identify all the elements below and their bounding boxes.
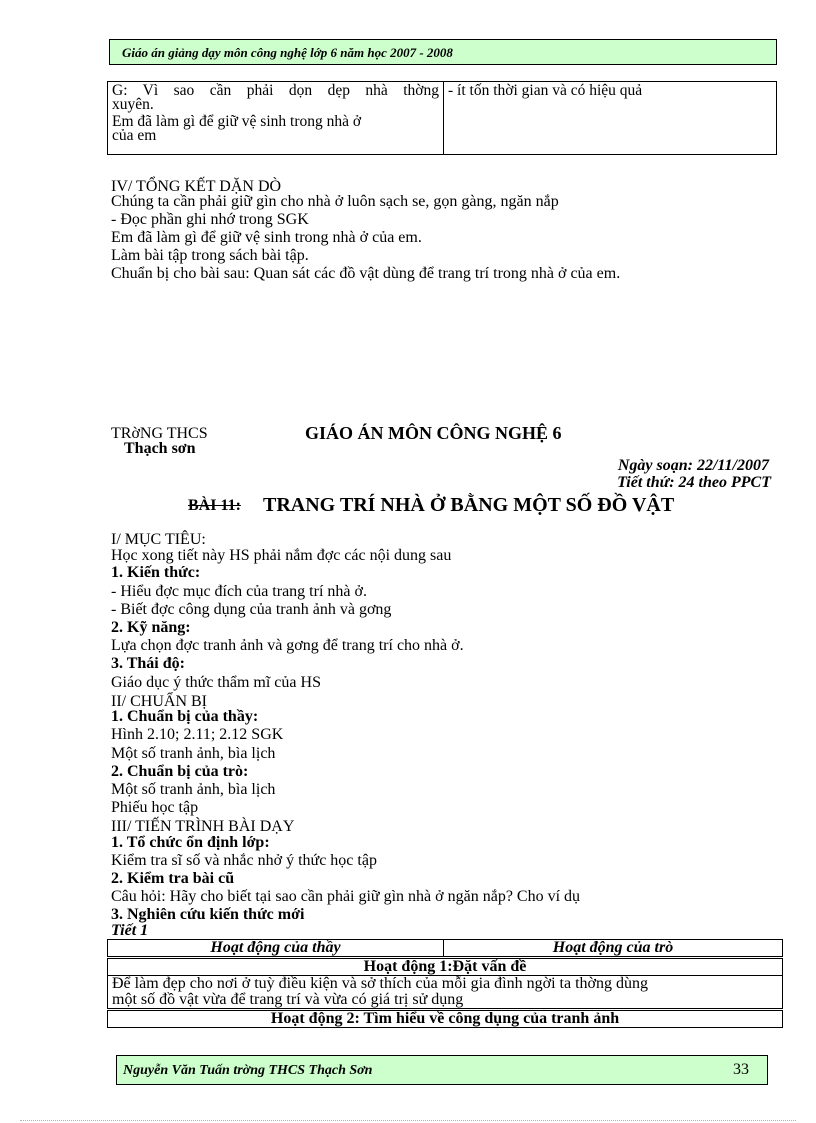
activity-2-title: Hoạt động 2: Tìm hiểu về công dụng của tranh ảnh (270, 1010, 620, 1027)
attitude-item: Giáo dục ý thức thẩm mĩ của HS (111, 674, 321, 691)
period-number: Tiết thứ: 24 theo PPCT (617, 474, 771, 491)
page-title: GIÁO ÁN MÔN CÔNG NGHỆ 6 (305, 423, 562, 443)
activity-2-title-cell (108, 1010, 783, 1028)
knowledge-heading: 1. Kiến thức: (111, 564, 201, 581)
teacher-prep-heading: 1. Chuẩn bị của thầy: (111, 708, 259, 725)
activity-1-line: Để làm đẹp cho nơi ở tuỳ điều kiện và sở thích của mỗi gia đình ngời ta thờng dùng (112, 975, 648, 992)
school-name: TRờNG THCS (111, 425, 208, 442)
header-bar (109, 39, 777, 65)
org-heading: 1. Tổ chức ổn định lớp: (111, 834, 270, 851)
top-right-text: - ít tốn thời gian và có hiệu quả (448, 82, 643, 99)
teacher-prep-item: Một số tranh ảnh, bìa lịch (111, 745, 276, 762)
skills-heading: 2. Kỹ năng: (111, 619, 191, 636)
summary-line: Chúng ta cần phải giữ gìn cho nhà ở luôn sạch se, gọn gàng, ngăn nắp (111, 193, 559, 210)
prep-heading: II/ CHUẨN BỊ (111, 693, 207, 710)
page-bottom-divider (20, 1120, 796, 1121)
col-header-teacher-label: Hoạt động của thầy (210, 939, 341, 956)
summary-heading: IV/ TỔNG KẾT DẶN DÒ (111, 178, 282, 195)
check-heading: 2. Kiểm tra bài cũ (111, 870, 235, 887)
activity-table (107, 939, 783, 1028)
skills-item: Lựa chọn đợc tranh ảnh và gơng để trang trí cho nhà ở. (111, 637, 464, 654)
org-item: Kiểm tra sĩ số và nhắc nhở ý thức học tập (111, 852, 377, 869)
lesson-label: BÀI 11: (188, 497, 241, 514)
objectives-heading: I/ MỤC TIÊU: (111, 531, 206, 548)
top-left-line: Em đã làm gì để giữ vệ sinh trong nhà ở (112, 113, 362, 130)
activity-1-content-cell (108, 976, 783, 1010)
activity-1-title-cell (108, 958, 783, 976)
top-left-line: xuyên. (112, 96, 154, 113)
col-header-teacher (108, 940, 444, 958)
check-item: Câu hỏi: Hãy cho biết tại sao cần phải giữ gìn nhà ở ngăn nắp? Cho ví dụ (111, 888, 581, 905)
lesson-title: TRANG TRÍ NHÀ Ở BẰNG MỘT SỐ ĐỒ VẬT (263, 494, 675, 516)
period-label: Tiết 1 (111, 922, 149, 939)
objectives-intro: Học xong tiết này HS phải nắm đợc các nội dung sau (111, 547, 452, 564)
knowledge-item: - Biết đợc công dụng của tranh ảnh và gơng (111, 601, 392, 618)
activity-1-line: một số đồ vật vừa để trang trí và vừa có giá trị sử dụng (112, 991, 464, 1008)
process-heading: III/ TIẾN TRÌNH BÀI DẠY (111, 818, 295, 835)
top-left-line: của em (112, 127, 157, 144)
col-header-student (444, 940, 783, 958)
top-table-right-cell (444, 82, 777, 155)
col-header-student-label: Hoạt động của trò (552, 939, 674, 956)
student-prep-item: Phiếu học tập (111, 799, 199, 816)
student-prep-heading: 2. Chuẩn bị của trò: (111, 763, 249, 780)
header-title: Giáo án giảng dạy môn công nghệ lớp 6 năm học 2007 - 2008 (122, 45, 453, 60)
knowledge-item: - Hiểu đợc mục đích của trang trí nhà ở. (111, 583, 367, 600)
activity-1-title: Hoạt động 1:Đặt vấn đề (363, 958, 527, 975)
research-heading: 3. Nghiên cứu kiến thức mới (111, 906, 305, 923)
summary-line: Chuẩn bị cho bài sau: Quan sát các đồ vật dùng để trang trí trong nhà ở của em. (111, 265, 621, 282)
summary-line: - Đọc phần ghi nhớ trong SGK (111, 211, 309, 228)
top-left-line: G: Vì sao cần phải dọn dẹp nhà thờng (112, 82, 439, 99)
prep-date: Ngày soạn: 22/11/2007 (617, 457, 769, 474)
summary-line: Em đã làm gì để giữ vệ sinh trong nhà ở của em. (111, 229, 422, 246)
student-prep-item: Một số tranh ảnh, bìa lịch (111, 781, 276, 798)
footer-author: Nguyễn Văn Tuấn trờng THCS Thạch Sơn (123, 1063, 373, 1078)
attitude-heading: 3. Thái độ: (111, 655, 185, 672)
teacher-prep-item: Hình 2.10; 2.11; 2.12 SGK (111, 726, 284, 743)
top-table (107, 81, 777, 155)
school-location: Thạch sơn (124, 440, 196, 457)
page-number: 33 (733, 1061, 749, 1078)
top-table-left-cell (108, 82, 444, 155)
summary-line: Làm bài tập trong sách bài tập. (111, 247, 309, 264)
footer-bar (116, 1055, 768, 1085)
